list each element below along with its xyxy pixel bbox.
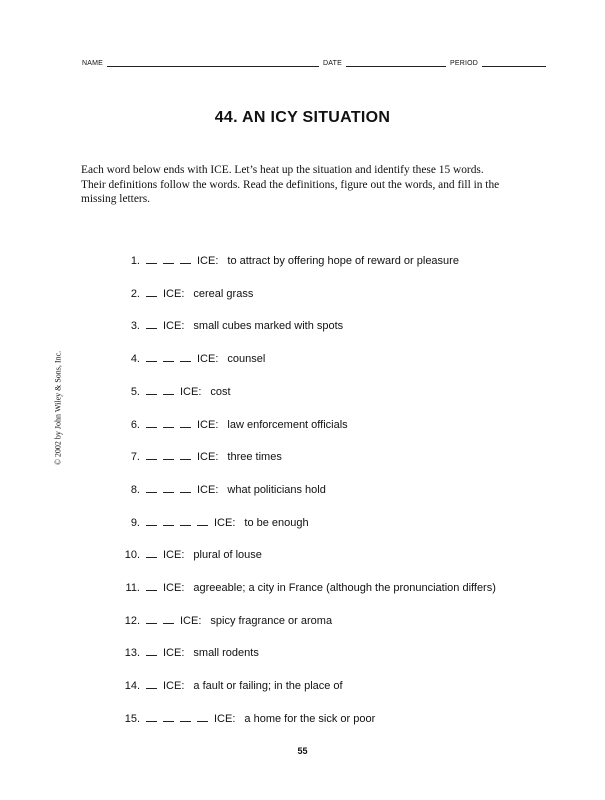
ice-suffix: ICE:: [163, 287, 185, 300]
letter-blank[interactable]: [146, 319, 157, 329]
letter-blank[interactable]: [146, 287, 157, 297]
item-number: 5.: [130, 385, 140, 398]
item-number: 9.: [130, 516, 140, 529]
letter-blank[interactable]: [146, 712, 157, 722]
instructions-line: missing letters.: [81, 193, 150, 205]
item-content: [146, 613, 332, 629]
letter-blank[interactable]: [146, 679, 157, 689]
item-definition: cost: [210, 385, 231, 398]
item-content: [146, 482, 326, 498]
letter-blank[interactable]: [146, 548, 157, 558]
item-number: 12.: [124, 614, 140, 627]
ice-suffix: ICE:: [163, 549, 185, 562]
ice-suffix: ICE:: [163, 647, 185, 660]
letter-blank[interactable]: [146, 352, 157, 362]
item-content: [146, 645, 259, 661]
letter-blank[interactable]: [180, 516, 191, 526]
ice-suffix: ICE:: [214, 516, 236, 529]
list-item: [0, 515, 605, 531]
list-item: [0, 449, 605, 465]
name-label: NAME: [82, 60, 104, 67]
item-number: 15.: [124, 712, 140, 725]
item-content: [146, 318, 343, 334]
list-item: [0, 417, 605, 433]
letter-blank[interactable]: [163, 450, 174, 460]
ice-suffix: ICE:: [197, 483, 219, 496]
letter-blank[interactable]: [163, 712, 174, 722]
item-number: 4.: [130, 353, 140, 366]
item-definition: to attract by offering hope of reward or pleasure: [227, 255, 459, 267]
copyright-notice: © 2002 by John Wiley & Sons, Inc.: [53, 350, 63, 466]
letter-blank[interactable]: [146, 516, 157, 526]
list-item: [0, 318, 605, 334]
item-content: [146, 515, 309, 531]
item-content: [146, 253, 459, 269]
list-item: [0, 678, 605, 694]
item-content: [146, 286, 253, 302]
ice-suffix: ICE:: [180, 385, 202, 398]
page-number: 55: [297, 746, 308, 756]
item-definition: agreeable; a city in France (although the pronunciation differs): [193, 582, 496, 594]
letter-blank[interactable]: [180, 352, 191, 362]
letter-blank[interactable]: [180, 254, 191, 264]
letter-blank[interactable]: [163, 614, 174, 624]
ice-suffix: ICE:: [163, 320, 185, 333]
date-label: DATE: [323, 60, 342, 67]
item-content: [146, 580, 496, 596]
item-definition: to be enough: [244, 516, 309, 529]
item-definition: law enforcement officials: [227, 418, 348, 431]
letter-blank[interactable]: [163, 516, 174, 526]
letter-blank[interactable]: [146, 581, 157, 591]
period-label: PERIOD: [449, 60, 479, 67]
item-number: 11.: [125, 582, 140, 594]
item-definition: what politicians hold: [227, 483, 326, 496]
letter-blank[interactable]: [146, 646, 157, 656]
page-title: 44. AN ICY SITUATION: [214, 109, 391, 126]
letter-blank[interactable]: [146, 450, 157, 460]
letter-blank[interactable]: [180, 483, 191, 493]
list-item: [0, 384, 605, 400]
ice-suffix: ICE:: [197, 353, 219, 366]
letter-blank[interactable]: [197, 516, 208, 526]
list-item: [0, 711, 605, 727]
item-number: 10.: [124, 549, 140, 562]
letter-blank[interactable]: [163, 418, 174, 428]
ice-suffix: ICE:: [197, 451, 219, 464]
item-number: 6.: [130, 418, 140, 431]
item-definition: spicy fragrance or aroma: [210, 614, 333, 627]
item-definition: small cubes marked with spots: [193, 320, 344, 333]
item-number: 14.: [124, 680, 140, 693]
item-number: 8.: [130, 483, 140, 496]
ice-suffix: ICE:: [180, 614, 202, 627]
item-definition: three times: [227, 451, 282, 464]
item-content: [146, 384, 231, 400]
item-number: 1.: [130, 255, 140, 267]
item-number: 2.: [130, 287, 140, 300]
letter-blank[interactable]: [163, 483, 174, 493]
letter-blank[interactable]: [146, 385, 157, 395]
letter-blank[interactable]: [163, 385, 174, 395]
letter-blank[interactable]: [146, 254, 157, 264]
item-definition: plural of louse: [193, 549, 262, 562]
ice-suffix: ICE:: [197, 418, 219, 431]
list-item: [0, 351, 605, 367]
letter-blank[interactable]: [197, 712, 208, 722]
name-field[interactable]: [107, 59, 319, 67]
list-item: [0, 482, 605, 498]
item-number: 7.: [130, 451, 140, 464]
list-item: [0, 580, 605, 596]
list-item: [0, 645, 605, 661]
item-definition: a fault or failing; in the place of: [193, 680, 343, 693]
item-content: [146, 711, 375, 727]
letter-blank[interactable]: [180, 450, 191, 460]
item-number: 13.: [124, 647, 140, 660]
letter-blank[interactable]: [146, 614, 157, 624]
letter-blank[interactable]: [163, 254, 174, 264]
letter-blank[interactable]: [163, 352, 174, 362]
item-content: [146, 417, 348, 433]
ice-suffix: ICE:: [163, 680, 185, 693]
instructions-line: Each word below ends with ICE. Let’s heat up the situation and identify these 15 words.: [81, 164, 484, 176]
item-content: [146, 678, 343, 694]
item-content: [146, 449, 282, 465]
ice-suffix: ICE:: [214, 712, 236, 725]
letter-blank[interactable]: [146, 418, 157, 428]
ice-suffix: ICE:: [163, 582, 185, 594]
item-definition: cereal grass: [193, 287, 254, 300]
letter-blank[interactable]: [146, 483, 157, 493]
item-definition: a home for the sick or poor: [244, 712, 376, 725]
item-definition: small rodents: [193, 647, 259, 660]
period-field[interactable]: [482, 59, 546, 67]
student-info-header: [82, 53, 550, 67]
list-item: [0, 253, 605, 269]
item-definition: counsel: [227, 353, 266, 366]
letter-blank[interactable]: [180, 712, 191, 722]
list-item: [0, 547, 605, 563]
date-field[interactable]: [346, 59, 446, 67]
list-item: [0, 613, 605, 629]
item-content: [146, 547, 262, 563]
instructions: [81, 163, 551, 207]
item-content: [146, 351, 265, 367]
ice-suffix: ICE:: [197, 255, 219, 267]
item-number: 3.: [130, 320, 140, 333]
letter-blank[interactable]: [180, 418, 191, 428]
list-item: [0, 286, 605, 302]
instructions-line: Their definitions follow the words. Read the definitions, figure out the words, and fill in the: [81, 178, 500, 191]
